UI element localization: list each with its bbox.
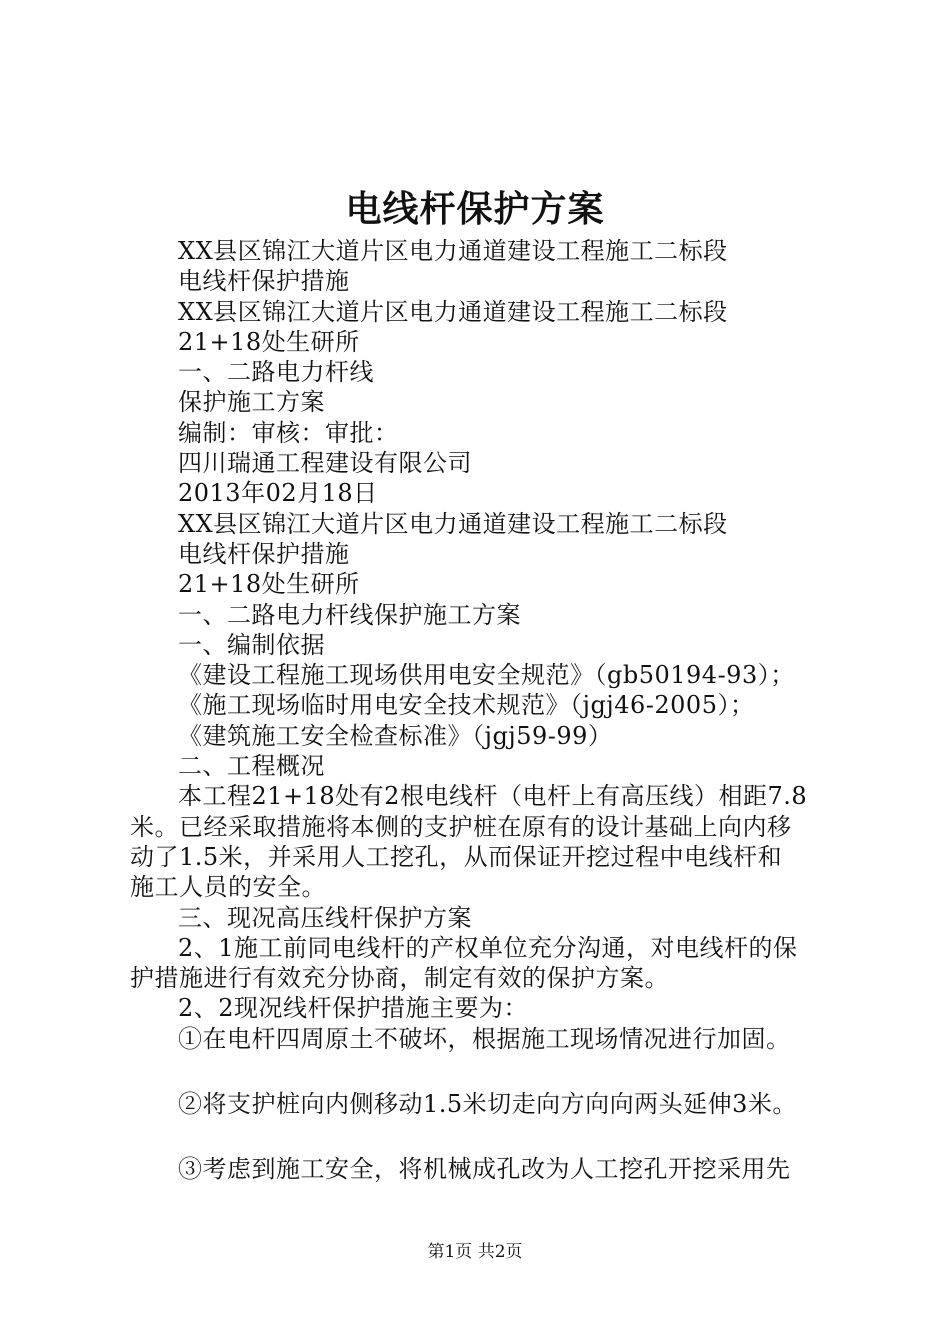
- text-line: 《建筑施工安全检查标准》（jgj59-99）: [178, 721, 613, 750]
- text-line: 四川瑞通工程建设有限公司: [178, 449, 472, 478]
- list-item: ①在电杆四周原土不破坏，根据施工现场情况进行加固。: [178, 1024, 791, 1053]
- text-line: 一、编制依据: [178, 630, 325, 659]
- document-title: 电线杆保护方案: [345, 188, 605, 230]
- text-line: 21+18处生研所: [178, 570, 360, 599]
- text-line: 电线杆保护措施: [178, 267, 350, 296]
- text-line: 2013年02月18日: [178, 479, 378, 508]
- paragraph-line: 2、1施工前同电线杆的产权单位充分沟通，对电线杆的保: [178, 933, 798, 962]
- text-line: XX县区锦江大道片区电力通道建设工程施工二标段: [178, 237, 728, 265]
- text-line: 二、工程概况: [178, 752, 325, 781]
- page-footer: 第1页 共2页: [427, 1242, 523, 1262]
- text-line: 一、二路电力杆线: [178, 358, 374, 387]
- list-item: ②将支护桩向内侧移动1.5米切走向方向向两头延伸3米。: [178, 1090, 797, 1119]
- list-item: ③考虑到施工安全，将机械成孔改为人工挖孔开挖采用先: [178, 1155, 791, 1184]
- document-body: [130, 236, 850, 1185]
- text-line: 电线杆保护措施: [178, 539, 350, 568]
- section-heading: 三、现况高压线杆保护方案: [178, 903, 472, 932]
- paragraph-line: 本工程21+18处有2根电线杆（电杆上有高压线）相距7.8: [178, 782, 808, 811]
- text-line: 《施工现场临时用电安全技术规范》（jgj46-2005）；: [178, 691, 755, 720]
- text-line: 21+18处生研所: [178, 327, 360, 356]
- paragraph-line: 护措施进行有效充分协商，制定有效的保护方案。: [130, 964, 669, 993]
- paragraph-line: 米。已经采取措施将本侧的支护桩在原有的设计基础上向内移: [130, 812, 792, 841]
- text-line: 《建设工程施工现场供用电安全规范》（gb50194-93）；: [178, 661, 795, 690]
- text-line: 编制：审核：审批：: [178, 418, 399, 447]
- text-line: XX县区锦江大道片区电力通道建设工程施工二标段: [178, 297, 728, 326]
- text-line: 一、二路电力杆线保护施工方案: [178, 600, 521, 629]
- text-line: 保护施工方案: [178, 388, 325, 417]
- paragraph-line: 动了1.5米，并采用人工挖孔，从而保证开挖过程中电线杆和: [130, 842, 783, 871]
- text-line: XX县区锦江大道片区电力通道建设工程施工二标段: [178, 509, 728, 538]
- paragraph-line: 施工人员的安全。: [130, 873, 326, 902]
- sub-heading: 2、2现况线杆保护措施主要为：: [178, 994, 529, 1023]
